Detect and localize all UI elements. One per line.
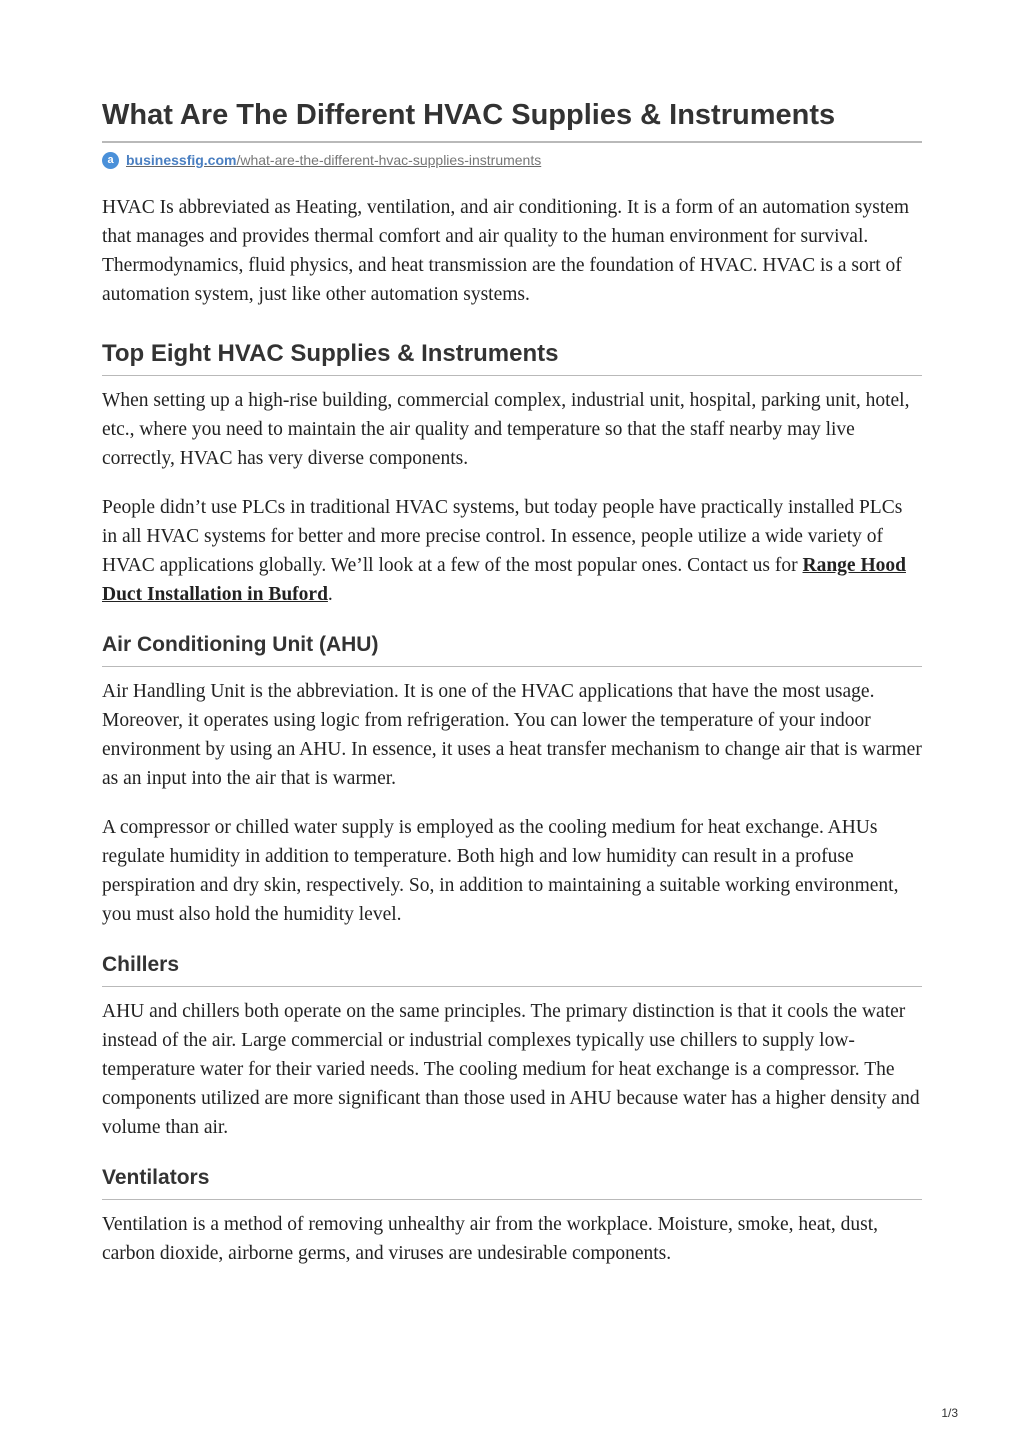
site-favicon-icon: a — [102, 152, 119, 169]
section-heading-chillers: Chillers — [102, 952, 922, 987]
chillers-paragraph-1: AHU and chillers both operate on the same principles. The primary distinction is that it cools the water instead of the air. Large commercial or industrial complexes typically use chillers to supply low-temperature water for their varied needs. The cooling medium for heat exchange is a compressor. The components utilized are more significant than those used in AHU because water has a higher density and volume than air. — [102, 1001, 920, 1138]
document-page — [102, 0, 922, 1268]
page-number: 1/3 — [941, 1406, 958, 1420]
top-eight-paragraph-2 — [102, 493, 922, 609]
source-domain: businessfig.com — [126, 152, 237, 168]
section-heading-ahu: Air Conditioning Unit (AHU) — [102, 632, 922, 667]
section-heading-top-eight: Top Eight HVAC Supplies & Instruments — [102, 339, 922, 376]
range-hood-link[interactable]: Range Hood Duct Installation in Buford — [102, 555, 906, 605]
source-url-link[interactable] — [126, 152, 541, 168]
intro-paragraph: HVAC Is abbreviated as Heating, ventilation, and air conditioning. It is a form of an automation system that manages and provides thermal comfort and air quality to the human environment for survival. Thermodynamics, fluid physics, and heat transmission are the foundation of HVAC. HVAC is a sort of automation system, just like other automation systems. — [102, 197, 910, 305]
page-title: What Are The Different HVAC Supplies & Instruments — [102, 0, 922, 143]
source-path: /what-are-the-different-hvac-supplies-instruments — [236, 152, 542, 168]
source-line — [102, 149, 922, 171]
top-eight-paragraph-1: When setting up a high-rise building, commercial complex, industrial unit, hospital, parking unit, hotel, etc., where you need to maintain the air quality and temperature so that the staff nearby may live correctly, HVAC has very diverse components. — [102, 390, 910, 469]
ahu-paragraph-1: Air Handling Unit is the abbreviation. It is one of the HVAC applications that have the most usage. Moreover, it operates using logic from refrigeration. You can lower the temperature of your indoor environment by using an AHU. In essence, it uses a heat transfer mechanism to change air that is warmer as an input into the air that is warmer. — [102, 681, 922, 789]
ahu-paragraph-2: A compressor or chilled water supply is employed as the cooling medium for heat exchange. AHUs regulate humidity in addition to temperature. Both high and low humidity can result in a profuse perspiration and dry skin, respectively. So, in addition to maintaining a suitable working environment, you must also hold the humidity level. — [102, 817, 899, 925]
top-eight-paragraph-2-end: . — [327, 584, 333, 605]
ventilators-paragraph-1: Ventilation is a method of removing unhealthy air from the workplace. Moisture, smoke, heat, dust, carbon dioxide, airborne germs, and viruses are undesirable components. — [102, 1214, 879, 1264]
top-eight-paragraph-2-text: People didn’t use PLCs in traditional HVAC systems, but today people have practically installed PLCs in all HVAC systems for better and more precise control. In essence, people utilize a wide variety of HVAC applications globally. We’ll look at a few of the most popular ones. Contact us for — [102, 497, 903, 576]
section-heading-ventilators: Ventilators — [102, 1165, 922, 1200]
